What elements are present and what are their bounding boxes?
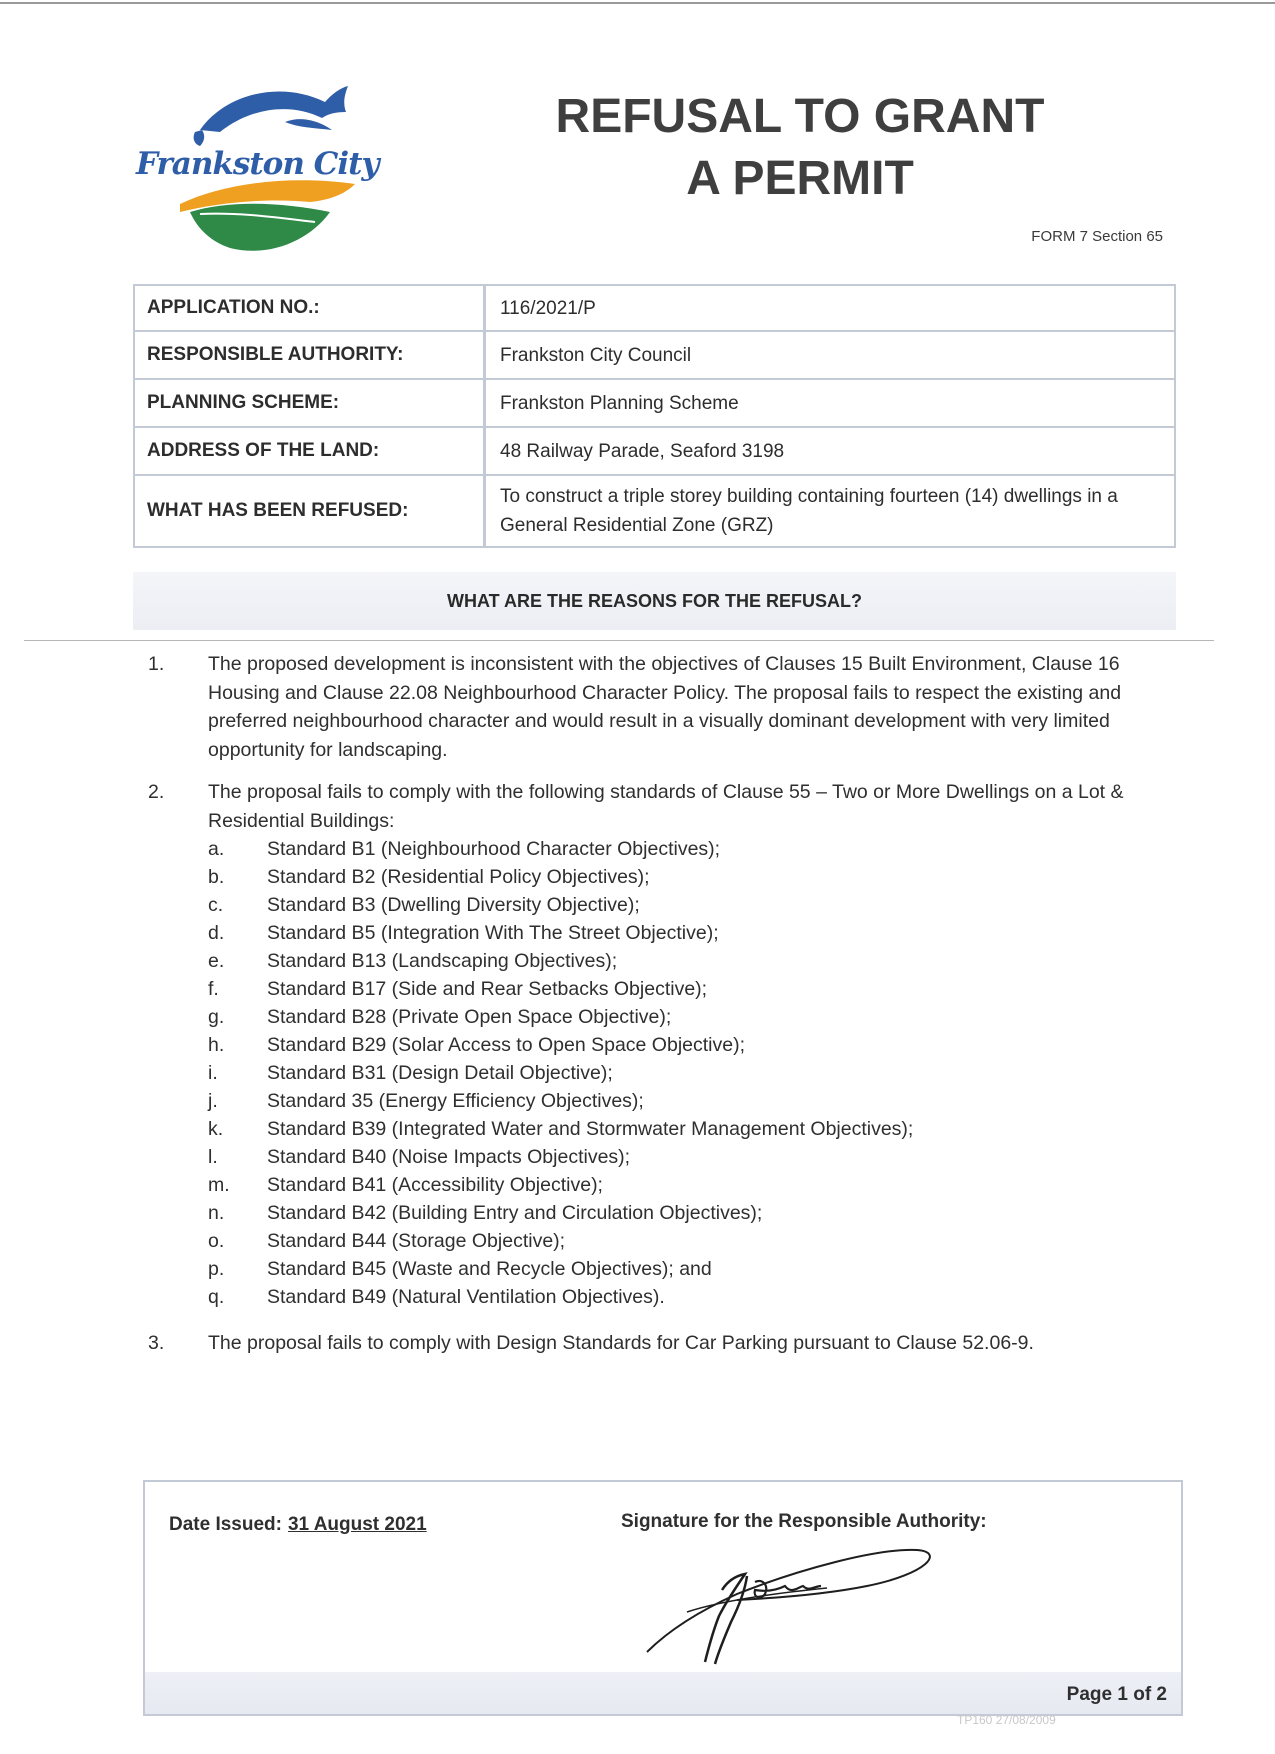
list-text: Standard B44 (Storage Objective); bbox=[267, 1230, 566, 1252]
reason-body bbox=[208, 778, 1188, 1311]
row-label: WHAT HAS BEEN REFUSED: bbox=[135, 476, 486, 546]
list-item bbox=[208, 1115, 1188, 1143]
list-letter: k. bbox=[208, 1118, 224, 1140]
reason-text: The proposal fails to comply with Design Standards for Car Parking pursuant to Clause 52.06-9. bbox=[208, 1332, 1034, 1354]
row-label: RESPONSIBLE AUTHORITY: bbox=[135, 332, 486, 378]
list-text: Standard B1 (Neighbourhood Character Objectives); bbox=[267, 838, 721, 860]
list-letter: f. bbox=[208, 978, 219, 1000]
reason-item bbox=[148, 778, 1188, 1311]
list-letter: i. bbox=[208, 1062, 218, 1084]
reason-text: The proposal fails to comply with the following standards of Clause 55 – Two or More Dwellings on a Lot & Residential Buildings: bbox=[208, 781, 1124, 832]
list-letter: n. bbox=[208, 1202, 225, 1224]
list-text: Standard B2 (Residential Policy Objectives); bbox=[267, 866, 650, 888]
section-divider bbox=[24, 640, 1214, 641]
list-item bbox=[208, 835, 1188, 863]
row-label: APPLICATION NO.: bbox=[135, 286, 486, 330]
list-text: Standard B41 (Accessibility Objective); bbox=[267, 1174, 603, 1196]
reason-item bbox=[148, 1329, 1188, 1358]
list-text: Standard B45 (Waste and Recycle Objectives); and bbox=[267, 1258, 712, 1280]
list-text: Standard B31 (Design Detail Objective); bbox=[267, 1062, 613, 1084]
list-text: Standard B3 (Dwelling Diversity Objective); bbox=[267, 894, 640, 916]
table-row bbox=[135, 476, 1174, 546]
list-letter: d. bbox=[208, 922, 225, 944]
list-item bbox=[208, 1199, 1188, 1227]
list-text: Standard B39 (Integrated Water and Stormwater Management Objectives); bbox=[267, 1118, 914, 1140]
reason-number: 1. bbox=[148, 653, 165, 675]
table-row bbox=[135, 428, 1174, 476]
list-text: Standard 35 (Energy Efficiency Objectives); bbox=[267, 1090, 644, 1112]
list-item bbox=[208, 1171, 1188, 1199]
list-item bbox=[208, 1227, 1188, 1255]
list-letter: b. bbox=[208, 866, 225, 888]
list-item bbox=[208, 1059, 1188, 1087]
list-letter: l. bbox=[208, 1146, 218, 1168]
signature-box bbox=[143, 1480, 1183, 1716]
table-row bbox=[135, 332, 1174, 380]
list-text: Standard B42 (Building Entry and Circulation Objectives); bbox=[267, 1202, 763, 1224]
list-letter: m. bbox=[208, 1174, 230, 1196]
list-text: Standard B40 (Noise Impacts Objectives); bbox=[267, 1146, 631, 1168]
reasons-list bbox=[148, 650, 1188, 1372]
list-text: Standard B5 (Integration With The Street Objective); bbox=[267, 922, 719, 944]
title-line-2: A PERMIT bbox=[686, 152, 914, 205]
list-text: Standard B28 (Private Open Space Objective); bbox=[267, 1006, 672, 1028]
form-reference: FORM 7 Section 65 bbox=[1031, 228, 1163, 245]
signature-label: Signature for the Responsible Authority: bbox=[621, 1511, 987, 1532]
row-value: To construct a triple storey building containing fourteen (14) dwellings in a General Residential Zone (GRZ) bbox=[500, 486, 1118, 536]
list-text: Standard B29 (Solar Access to Open Space Objective); bbox=[267, 1034, 746, 1056]
reason-text: The proposed development is inconsistent with the objectives of Clauses 15 Built Environment, Clause 16 Housing and Clause 22.08 Neighbourhood Character Policy. The proposal fails to respect the existing and preferred neighbourhood character and would result in a visually dominant development with very limited opportunity for landscaping. bbox=[208, 653, 1122, 761]
scan-top-edge bbox=[0, 2, 1275, 4]
reason-item bbox=[148, 650, 1188, 764]
permit-details-table bbox=[133, 284, 1176, 548]
list-item bbox=[208, 1283, 1188, 1311]
reason-number: 2. bbox=[148, 781, 165, 803]
row-label: PLANNING SCHEME: bbox=[135, 380, 486, 426]
list-item bbox=[208, 919, 1188, 947]
row-value: 116/2021/P bbox=[500, 297, 596, 319]
frankston-city-logo bbox=[136, 72, 380, 262]
list-item bbox=[208, 1087, 1188, 1115]
list-text: Standard B49 (Natural Ventilation Objectives). bbox=[267, 1286, 665, 1308]
list-item bbox=[208, 947, 1188, 975]
list-item bbox=[208, 1255, 1188, 1283]
list-text: Standard B17 (Side and Rear Setbacks Objective); bbox=[267, 978, 708, 1000]
list-text: Standard B13 (Landscaping Objectives); bbox=[267, 950, 618, 972]
list-letter: c. bbox=[208, 894, 224, 916]
list-letter: a. bbox=[208, 838, 225, 860]
list-item bbox=[208, 1031, 1188, 1059]
date-value: 31 August 2021 bbox=[287, 1514, 427, 1535]
list-letter: o. bbox=[208, 1230, 225, 1252]
list-letter: h. bbox=[208, 1034, 225, 1056]
table-row bbox=[135, 380, 1174, 428]
row-label: ADDRESS OF THE LAND: bbox=[135, 428, 486, 474]
signature-image bbox=[627, 1542, 947, 1672]
list-letter: j. bbox=[208, 1090, 218, 1112]
date-issued bbox=[169, 1514, 427, 1536]
reason-number: 3. bbox=[148, 1332, 165, 1354]
footer-band bbox=[145, 1672, 1181, 1714]
logo-wordmark: Frankston City bbox=[136, 146, 379, 182]
title-line-1: REFUSAL TO GRANT bbox=[555, 90, 1045, 143]
page-number: Page 1 of 2 bbox=[1066, 1684, 1167, 1705]
row-value: 48 Railway Parade, Seaford 3198 bbox=[500, 440, 785, 462]
list-item bbox=[208, 975, 1188, 1003]
list-letter: q. bbox=[208, 1286, 225, 1308]
date-label: Date Issued: bbox=[169, 1514, 282, 1535]
list-letter: e. bbox=[208, 950, 225, 972]
row-value: Frankston City Council bbox=[500, 344, 692, 366]
list-item bbox=[208, 1003, 1188, 1031]
list-item bbox=[208, 863, 1188, 891]
table-row bbox=[135, 286, 1174, 332]
standards-list bbox=[208, 835, 1188, 1311]
list-item bbox=[208, 1143, 1188, 1171]
list-letter: g. bbox=[208, 1006, 225, 1028]
row-value: Frankston Planning Scheme bbox=[500, 392, 739, 414]
reasons-heading: WHAT ARE THE REASONS FOR THE REFUSAL? bbox=[133, 572, 1176, 630]
form-code: TP160 27/08/2009 bbox=[957, 1713, 1056, 1727]
list-letter: p. bbox=[208, 1258, 225, 1280]
document-title bbox=[520, 86, 1080, 210]
list-item bbox=[208, 891, 1188, 919]
